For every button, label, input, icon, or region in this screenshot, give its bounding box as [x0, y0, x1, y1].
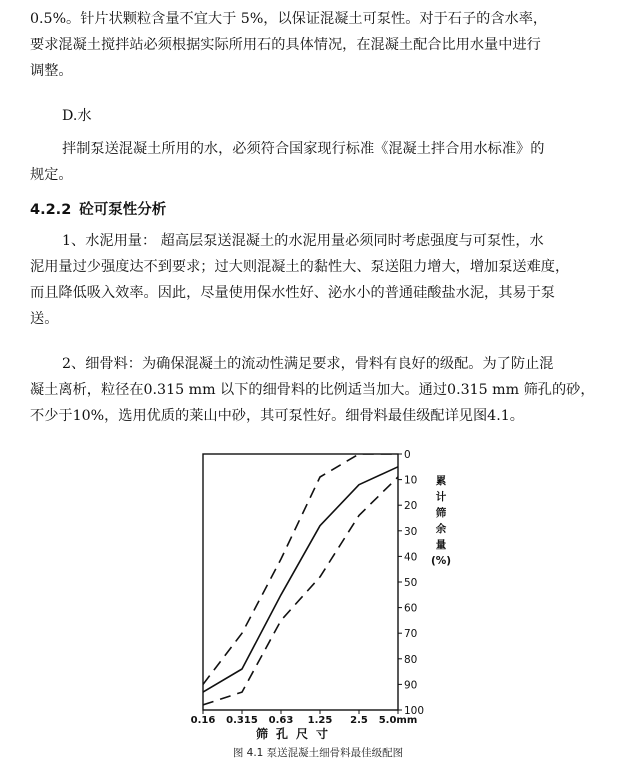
- y-tick-label: 0: [404, 449, 411, 461]
- text-line: 泥用量过少强度达不到要求；过大则混凝土的黏性大、泵送阻力增大，增加泵送难度，: [30, 259, 570, 275]
- y-tick-label: 20: [404, 500, 418, 513]
- y-tick-label: 40: [404, 551, 418, 564]
- x-tick-label: 5.0mm: [378, 715, 418, 726]
- text-line: 凝土离析，粒径在0.315 mm 以下的细骨料的比例适当加大。通过0.315 mm 筛孔的砂，: [30, 382, 595, 398]
- figure-caption: 图 4.1 泵送混凝土细骨料最佳级配图: [232, 747, 404, 759]
- text-line: 送。: [30, 311, 59, 327]
- chart-series: [203, 454, 398, 705]
- y-tick-label: 90: [404, 679, 418, 692]
- plot-frame: [203, 454, 398, 710]
- x-axis-title: 筛孔尺寸: [255, 727, 337, 741]
- series-optimal: [203, 467, 398, 692]
- text-line: 调整。: [30, 63, 73, 79]
- text-line: 不少于10%，选用优质的莱山中砂，其可泵性好。细骨料最佳级配详见图4.1。: [30, 408, 524, 424]
- y-axis-title-char: 计: [435, 491, 447, 503]
- x-tick-label: 0.315: [226, 715, 258, 726]
- text-line: 规定。: [30, 167, 73, 183]
- x-tick-label: 2.5: [350, 715, 368, 726]
- y-tick-label: 10: [404, 474, 418, 487]
- y-axis-title-char: (%): [430, 555, 452, 567]
- x-tick-label: 0.63: [268, 715, 294, 726]
- text-line: 要求混凝土搅拌站必须根据实际所用石的具体情况，在混凝土配合比用水量中进行: [30, 37, 541, 53]
- section-number: 4.2.2: [30, 202, 72, 218]
- chart-labels: [191, 449, 451, 741]
- y-tick-label: 60: [404, 602, 418, 615]
- x-tick-label: 0.16: [190, 715, 216, 726]
- y-tick-label: 50: [404, 577, 418, 589]
- text-line: 拌制泵送混凝土所用的水，必须符合国家现行标准《混凝土拌合用水标准》的: [62, 141, 545, 157]
- y-axis-title-char: 量: [435, 539, 447, 551]
- series-upper-limit: [203, 454, 398, 684]
- y-axis-title-char: 余: [435, 523, 447, 535]
- series-lower-limit: [203, 477, 398, 705]
- y-tick-label: 30: [404, 525, 418, 538]
- y-tick-label: 70: [404, 628, 418, 641]
- section-title: 砼可泵性分析: [79, 202, 167, 218]
- y-axis-title-char: 累: [435, 475, 447, 487]
- text-line: 2、细骨料：为确保混凝土的流动性满足要求，骨料有良好的级配。为了防止混: [62, 356, 554, 372]
- text-line: 而且降低吸入效率。因此，尽量使用保水性好、泌水小的普通硅酸盐水泥，其易于泵: [30, 285, 555, 301]
- y-tick-label: 100: [404, 705, 425, 717]
- text-line: 1、水泥用量： 超高层泵送混凝土的水泥用量必须同时考虑强度与可泵性，水: [62, 233, 544, 249]
- item-label: D.水: [62, 108, 92, 124]
- text-line: 0.5%。针片状颗粒含量不宜大于 5%，以保证混凝土可泵性。对于石子的含水率，: [30, 11, 548, 27]
- x-tick-label: 1.25: [307, 715, 333, 726]
- y-axis-title-char: 筛: [435, 507, 447, 519]
- y-tick-label: 80: [404, 653, 418, 666]
